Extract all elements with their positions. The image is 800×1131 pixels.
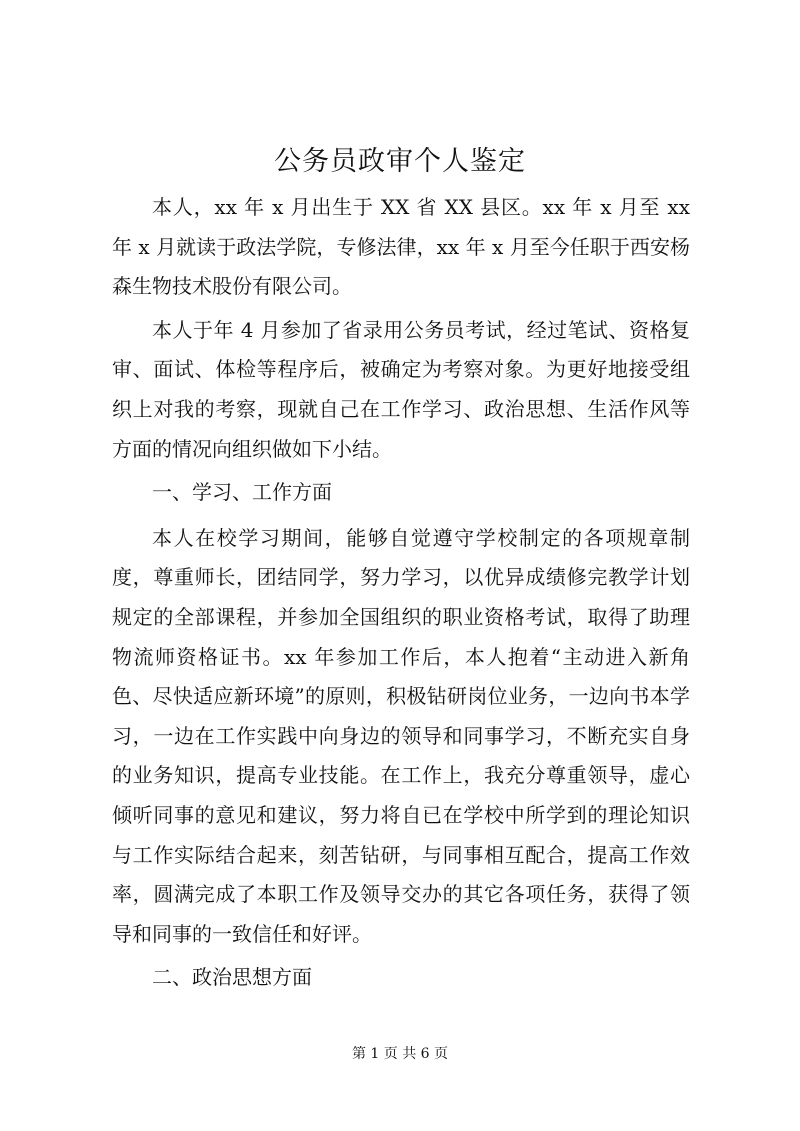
document-title: 公务员政审个人鉴定 xyxy=(274,146,526,177)
paragraph-study-work: 本人在校学习期间，能够自觉遵守学校制定的各项规章制度，尊重师长，团结同学，努力学习，以优异成绩修完教学计划规定的全部课程，并参加全国组织的职业资格考试，取得了助理物流师资格证书。xx 年参加工作后，本人抱着“主动进入新角色、尽快适应新环境”的原则，积极钻研岗位业务，一边向书本学习，一边在工作实践中向身边的领导和同事学习，不断充实自身的业务知识，提高专业技能。在工作上，我充分尊重领导，虚心倾听同事的意见和建议，努力将自已在学校中所学到的理论知识与工作实际结合起来，刻苦钻研，与同事相互配合，提高工作效率，圆满完成了本职工作及领导交办的其它各项任务，获得了领导和同事的一致信任和好评。 xyxy=(112,525,690,946)
section-heading-study-work: 一、学习、工作方面 xyxy=(152,480,332,505)
paragraph-personal-info: 本人，xx 年 x 月出生于 XX 省 XX 县区。xx 年 x 月至 xx 年 x 月就读于政法学院，专修法律，xx 年 x 月至今任职于西安杨森生物技术股份有限公司。 xyxy=(112,195,690,299)
paragraph-exam-summary: 本人于年 4 月参加了省录用公务员考试，经过笔试、资格复审、面试、体检等程序后，被确定为考察对象。为更好地接受组织上对我的考察，现就自己在工作学习、政治思想、生活作风等方面的情况向组织做如下小结。 xyxy=(112,317,690,461)
section-heading-political: 二、政治思想方面 xyxy=(152,965,312,990)
page-footer: 第 1 页 共 6 页 xyxy=(351,1046,449,1062)
document-body xyxy=(112,188,690,1004)
